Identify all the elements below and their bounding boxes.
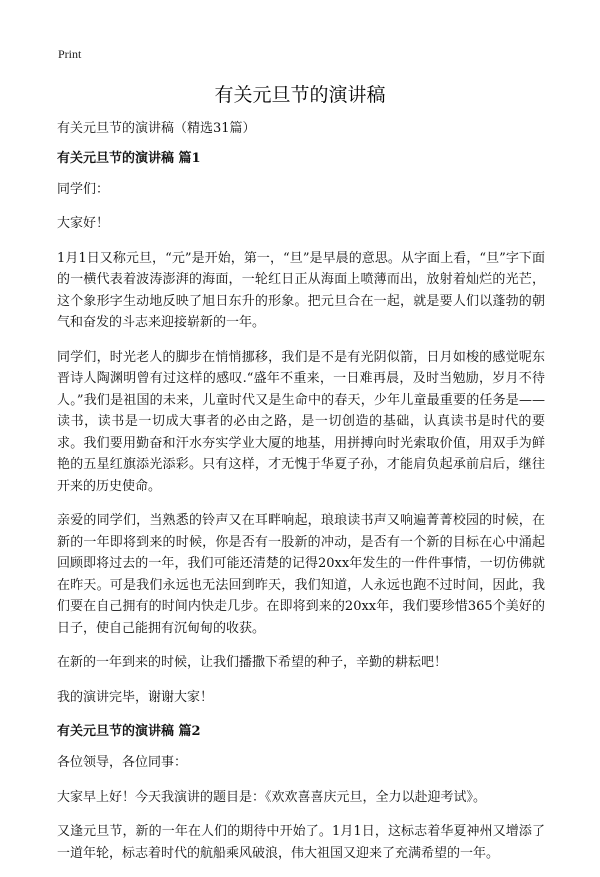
section-1	[57, 148, 545, 709]
paragraph: 各位领导，各位同事：	[57, 755, 188, 770]
document-title: 有关元旦节的演讲稿	[214, 84, 386, 106]
paragraph: 我的演讲完毕，谢谢大家！	[57, 689, 214, 705]
section-heading: 有关元旦节的演讲稿 篇2	[57, 724, 201, 739]
print-link[interactable]: Print	[58, 47, 82, 61]
paragraph: 同学们：	[57, 181, 110, 197]
paragraph: 大家好！	[57, 216, 110, 231]
paragraph: 大家早上好！今天我演讲的题目是：《欢欢喜喜庆元旦，全力以赴迎考试》。	[57, 789, 487, 805]
paragraph: 亲爱的同学们，当熟悉的铃声又在耳畔响起，琅琅读书声又响遍菁菁校园的时候，在新的一年即将到来的时候，你是否有一股新的冲动，是否有一个新的目标在心中涌起 回顾即将过去的一年，我们可能还清楚的记得20xx年发生的一件件事情，一切仿佛就在昨天。可是我们永远也无法回到昨天，我们知道，人永远也跑不过时间，因此，我们要在自己拥有的时间内快走几步。在即将到来的20xx年，我们要珍惜365个美好的日子，使自己能拥有沉甸甸的收获。	[57, 513, 545, 636]
paragraph: 1月1日又称元旦，“元”是开始，第一，“旦”是早晨的意思。从字面上看，“旦”字下面的一横代表着波涛澎湃的海面，一轮红日正从海面上喷薄而出，放射着灿烂的光芒，这个象形字生动地反映了旭日东升的形象。把元旦合在一起，就是要人们以蓬勃的朝气和奋发的斗志来迎接崭新的一年。	[57, 250, 545, 330]
document-subtitle: 有关元旦节的演讲稿（精选31篇）	[57, 121, 256, 136]
section-2	[57, 721, 545, 864]
document-body	[57, 118, 545, 877]
paragraph: 又逢元旦节，新的一年在人们的期待中开始了。1月1日，这标志着华夏神州又增添了一道年轮，标志着时代的航船乘风破浪，伟大祖国又迎来了充满希望的一年。	[57, 824, 545, 861]
section-heading: 有关元旦节的演讲稿 篇1	[57, 150, 201, 166]
paragraph: 同学们，时光老人的脚步在悄悄挪移，我们是不是有光阴似箭，日月如梭的感觉呢东晋诗人陶渊明曾有过这样的感叹.“盛年不重来，一日难再晨，及时当勉励，岁月不待人。”我们是祖国的未来，儿童时代又是生命中的春天，少年儿童最重要的任务是——读书，读书是一切成大事者的必由之路，是一切创造的基础，认真读书是时代的要求。我们要用勤奋和汗水夯实学业大厦的地基，用拼搏向时光索取价值，用双手为鲜艳的五星红旗添光添彩。只有这样，才无愧于华夏子孙，才能肩负起承前启后，继往开来的历史使命。	[57, 349, 545, 494]
paragraph: 在新的一年到来的时候，让我们播撒下希望的种子，辛勤的耕耘吧！	[57, 655, 448, 670]
